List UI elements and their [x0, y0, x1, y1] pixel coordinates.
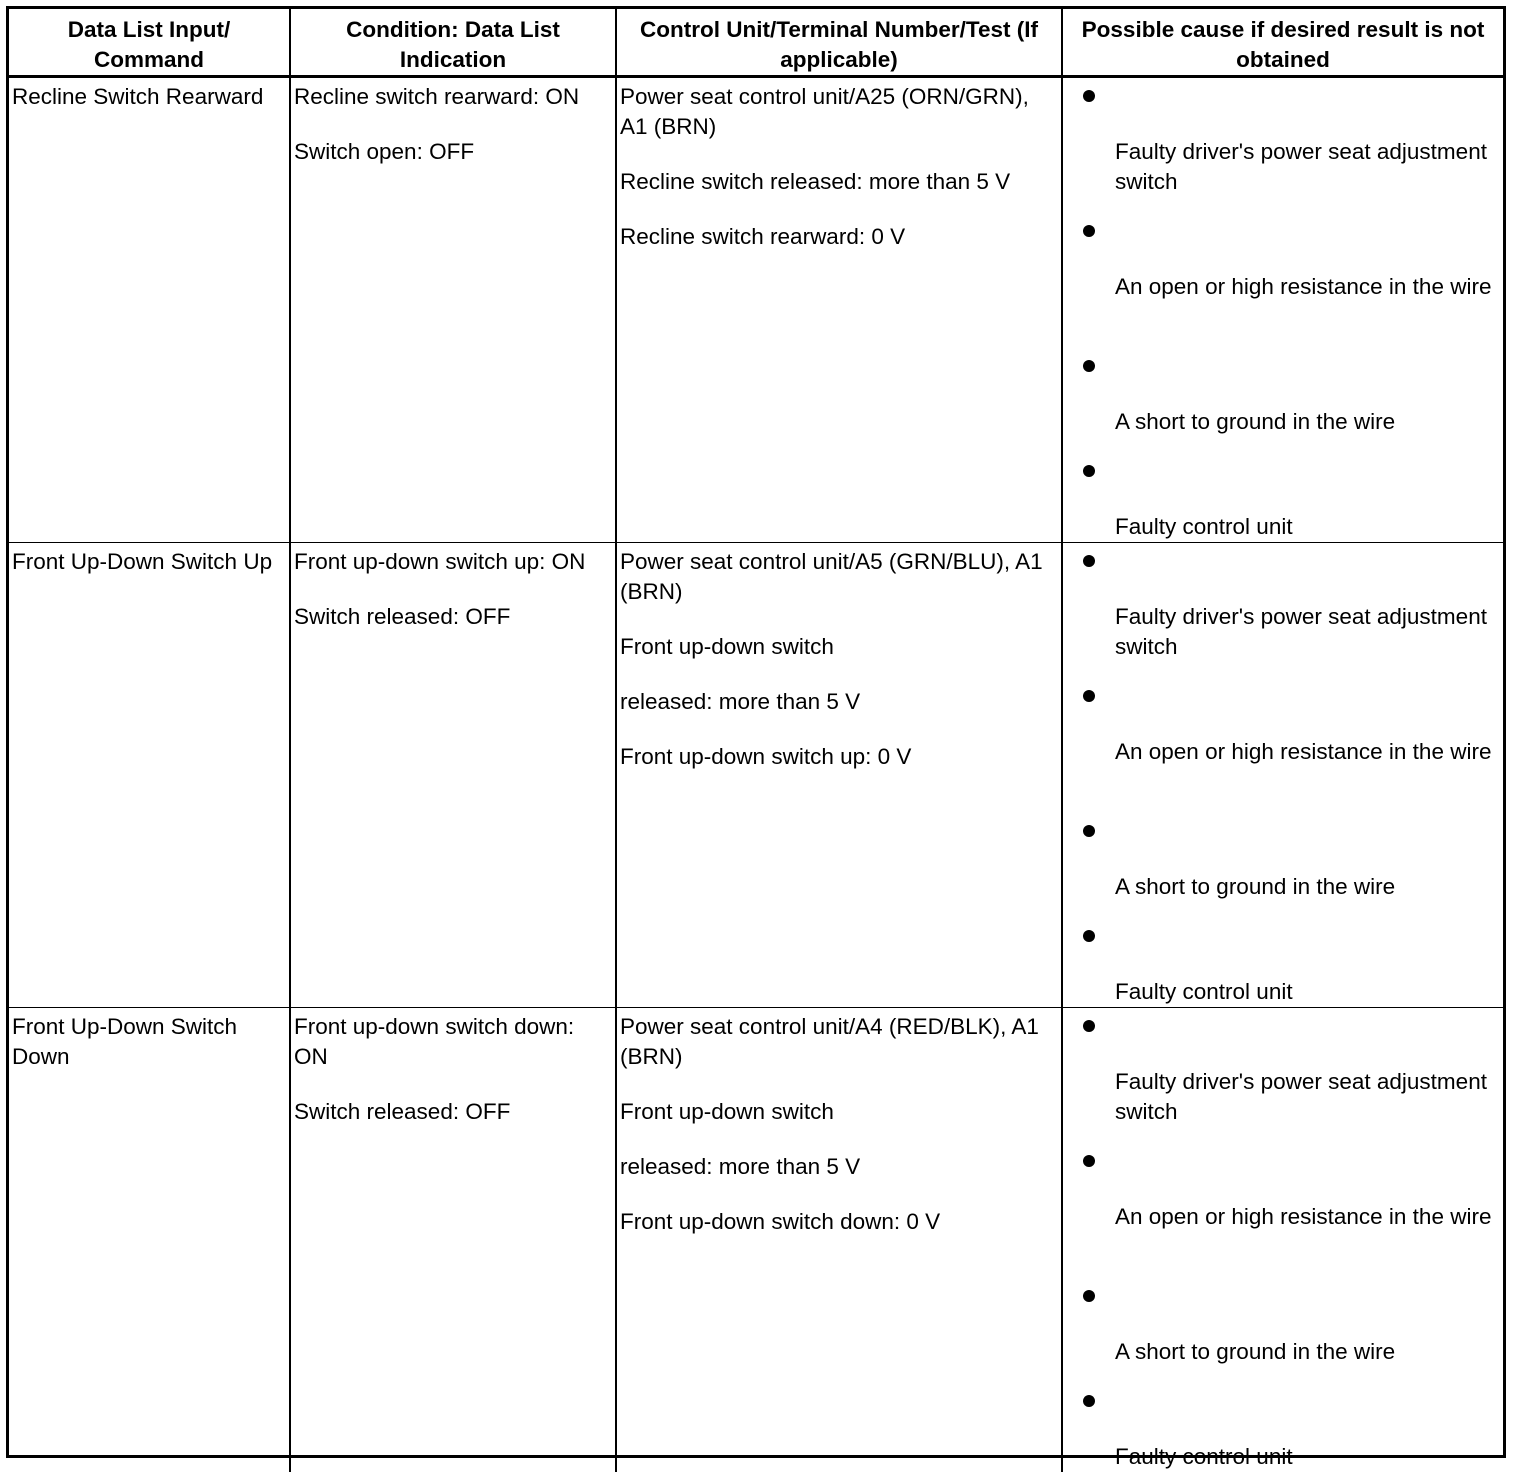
- test-line: Recline switch released: more than 5 V: [620, 167, 1057, 197]
- table-row: [9, 1008, 1503, 1472]
- cause-item: [1083, 1147, 1499, 1282]
- test-line: Power seat control unit/A5 (GRN/BLU), A1 (BRN): [620, 547, 1057, 607]
- table-row: [9, 543, 1503, 1008]
- cause-item: [1083, 817, 1499, 922]
- condition-line: Recline switch rearward: ON: [294, 82, 611, 112]
- cause-item: [1083, 352, 1499, 457]
- test-line: Front up-down switch: [620, 632, 1057, 662]
- cause-item: [1083, 922, 1499, 1007]
- bullet-icon: [1083, 465, 1095, 477]
- input-cell: [9, 543, 290, 1008]
- cause-item: [1083, 457, 1499, 542]
- cause-item: [1083, 217, 1499, 352]
- header-condition: Condition: Data List Indication: [290, 9, 616, 77]
- cause-item: [1083, 82, 1499, 217]
- bullet-icon: [1083, 1020, 1095, 1032]
- header-cause: Possible cause if desired result is not obtained: [1062, 9, 1503, 77]
- input-label: Front Up-Down Switch Down: [12, 1012, 285, 1072]
- cause-text: Faulty control unit: [1115, 457, 1499, 542]
- bullet-icon: [1083, 555, 1095, 567]
- test-cell: [616, 543, 1062, 1008]
- test-line: Front up-down switch up: 0 V: [620, 742, 1057, 772]
- condition-cell: [290, 543, 616, 1008]
- cause-item: [1083, 547, 1499, 682]
- cause-text: A short to ground in the wire: [1115, 1337, 1499, 1367]
- test-line: Power seat control unit/A4 (RED/BLK), A1 (BRN): [620, 1012, 1057, 1072]
- bullet-icon: [1083, 225, 1095, 237]
- test-line: Recline switch rearward: 0 V: [620, 222, 1057, 252]
- cause-cell: [1062, 1008, 1503, 1472]
- header-row: [9, 9, 1503, 77]
- condition-line: Front up-down switch up: ON: [294, 547, 611, 577]
- cause-list: [1083, 82, 1499, 542]
- cause-cell: [1062, 77, 1503, 543]
- cause-text: Faulty driver's power seat adjustment switch: [1115, 1067, 1499, 1127]
- condition-cell: [290, 1008, 616, 1472]
- header-test: Control Unit/Terminal Number/Test (If applicable): [616, 9, 1062, 77]
- cause-item: [1083, 1387, 1499, 1472]
- cause-text: Faulty control unit: [1115, 922, 1499, 1007]
- input-label: Front Up-Down Switch Up: [12, 547, 285, 577]
- cause-text: An open or high resistance in the wire: [1115, 272, 1499, 302]
- test-line: Front up-down switch: [620, 1097, 1057, 1127]
- cause-text: A short to ground in the wire: [1115, 872, 1499, 902]
- test-line: released: more than 5 V: [620, 1152, 1057, 1182]
- header-input: Data List Input/ Command: [9, 9, 290, 77]
- bullet-icon: [1083, 930, 1095, 942]
- test-cell: [616, 1008, 1062, 1472]
- cause-item: [1083, 1012, 1499, 1147]
- cause-list: [1083, 1012, 1499, 1472]
- table-row: [9, 77, 1503, 543]
- condition-line: Switch released: OFF: [294, 1097, 611, 1127]
- bullet-icon: [1083, 825, 1095, 837]
- condition-line: Front up-down switch down: ON: [294, 1012, 611, 1072]
- test-line: Front up-down switch down: 0 V: [620, 1207, 1057, 1237]
- bullet-icon: [1083, 1155, 1095, 1167]
- bullet-icon: [1083, 90, 1095, 102]
- cause-item: [1083, 1282, 1499, 1387]
- cause-list: [1083, 547, 1499, 1007]
- test-line: Power seat control unit/A25 (ORN/GRN), A1 (BRN): [620, 82, 1057, 142]
- cause-text: Faulty driver's power seat adjustment switch: [1115, 602, 1499, 662]
- bullet-icon: [1083, 690, 1095, 702]
- test-line: released: more than 5 V: [620, 687, 1057, 717]
- cause-text: A short to ground in the wire: [1115, 407, 1499, 437]
- bullet-icon: [1083, 1290, 1095, 1302]
- test-cell: [616, 77, 1062, 543]
- cause-item: [1083, 682, 1499, 817]
- input-cell: [9, 1008, 290, 1472]
- diagnostic-table-frame: [6, 6, 1506, 1458]
- cause-text: Faulty control unit: [1115, 1387, 1499, 1472]
- input-label: Recline Switch Rearward: [12, 82, 285, 112]
- bullet-icon: [1083, 360, 1095, 372]
- cause-cell: [1062, 543, 1503, 1008]
- cause-text: An open or high resistance in the wire: [1115, 737, 1499, 767]
- cause-text: Faulty driver's power seat adjustment switch: [1115, 137, 1499, 197]
- input-cell: [9, 77, 290, 543]
- bullet-icon: [1083, 1395, 1095, 1407]
- condition-line: Switch open: OFF: [294, 137, 611, 167]
- condition-cell: [290, 77, 616, 543]
- diagnostic-table: [9, 9, 1503, 1472]
- cause-text: An open or high resistance in the wire: [1115, 1202, 1499, 1232]
- condition-line: Switch released: OFF: [294, 602, 611, 632]
